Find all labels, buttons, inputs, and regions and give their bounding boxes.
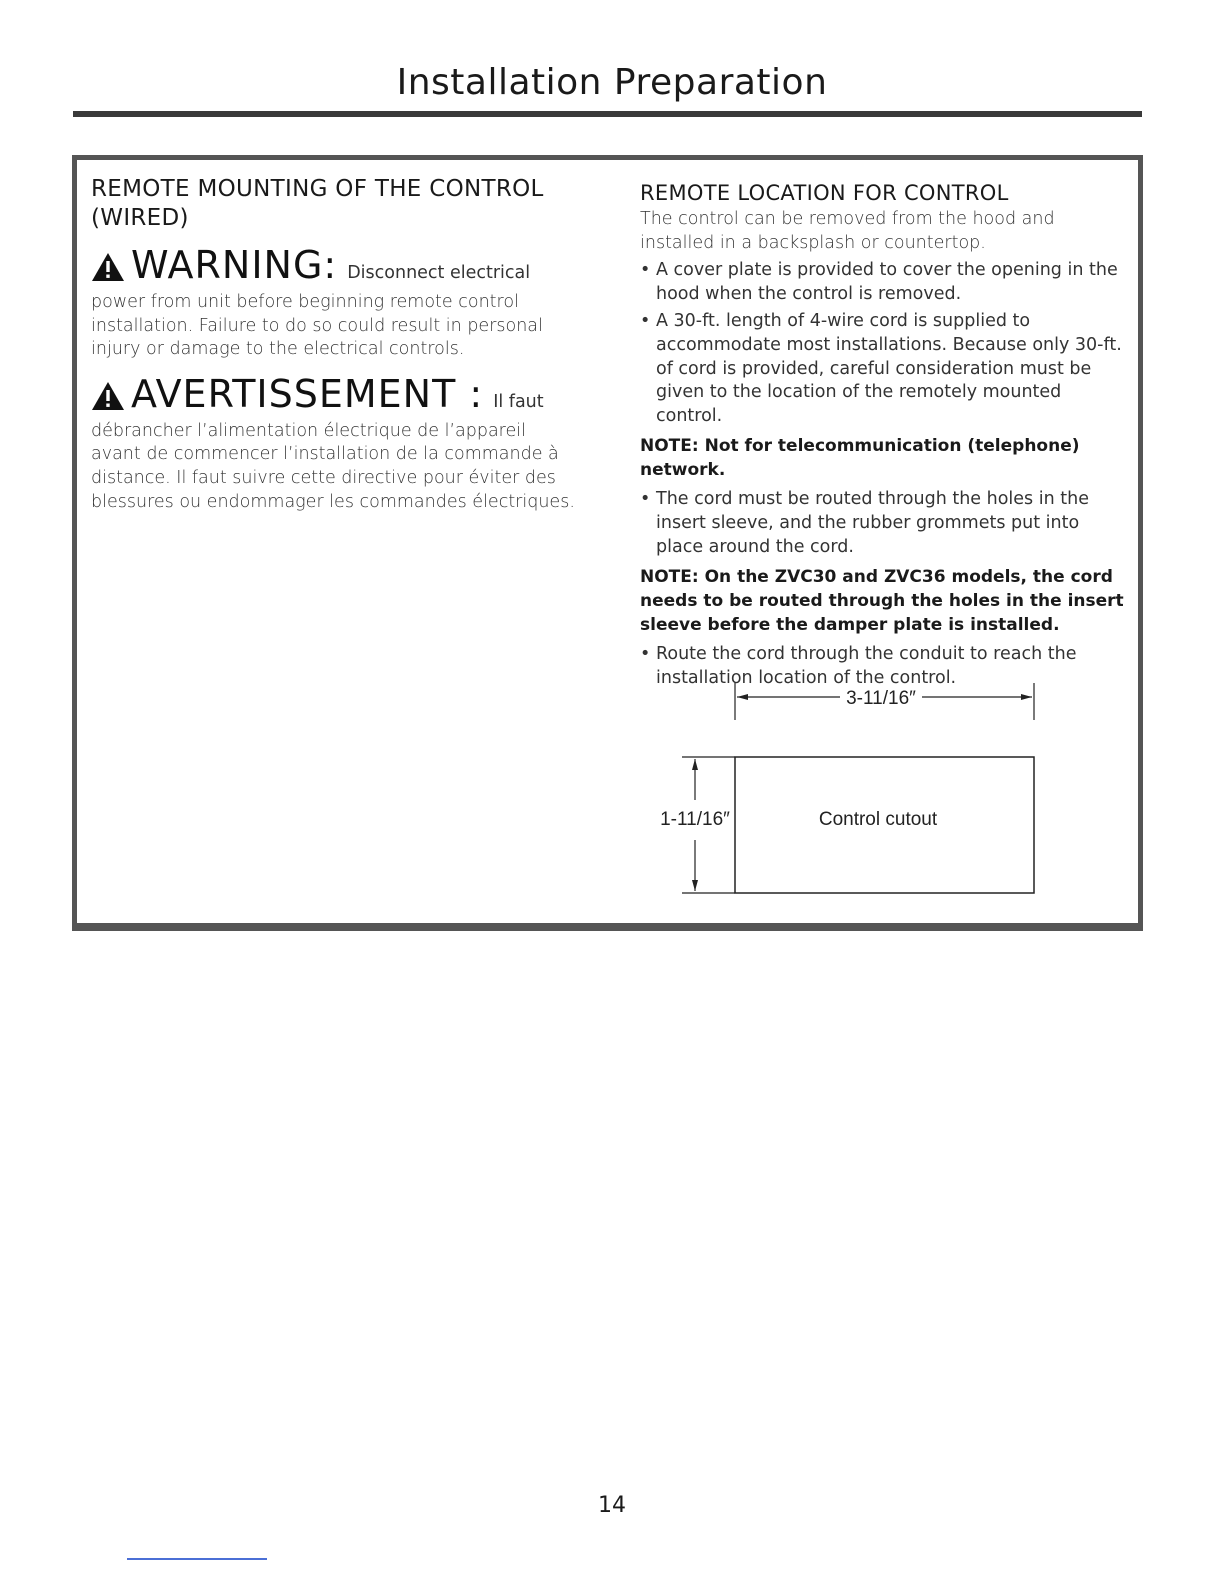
height-label: 1-11/16″ [660, 809, 730, 830]
avertissement-block [91, 371, 581, 514]
right-column [640, 178, 1125, 694]
warning-body: power from unit before beginning remote control installation. Failure to do so could result in personal injury or damage to the electrical controls. [91, 292, 543, 360]
warning-title-line [91, 243, 581, 291]
avertissement-tail: Il faut [493, 391, 544, 412]
list-item: • A cover plate is provided to cover the opening in the hood when the control is removed. [640, 259, 1125, 306]
remote-location-intro: The control can be removed from the hood and installed in a backsplash or countertop. [640, 209, 1055, 253]
avertissement-body: débrancher l’alimentation électrique de l’appareil avant de commencer l’installation de la commande à distance. Il faut suivre cette directive pour éviter des blessures ou endommager les commandes électriques. [91, 420, 575, 512]
width-label: 3-11/16″ [846, 688, 916, 709]
heading-line-1: REMOTE MOUNTING OF THE CONTROL [91, 176, 544, 202]
warning-triangle-icon [91, 381, 125, 411]
width-arrow-left [737, 694, 748, 700]
note-models: NOTE: On the ZVC30 and ZVC36 models, the cord needs to be routed through the holes in the insert sleeve before the damper plate is installed. [640, 567, 1124, 636]
height-arrow-bottom [692, 880, 698, 891]
list-item: • The cord must be routed through the holes in the insert sleeve, and the rubber grommets put into place around the cord. [640, 488, 1125, 559]
warning-triangle-icon [91, 252, 125, 282]
list-item: • Route the cord through the conduit to reach the installation location of the control. [640, 643, 1125, 690]
footer-rule [127, 1558, 267, 1560]
width-arrow-right [1021, 694, 1032, 700]
page-number: 14 [598, 1493, 626, 1518]
warning-word: WARNING: [131, 243, 338, 287]
warning-block [91, 243, 581, 362]
warning-tail: Disconnect electrical [347, 263, 531, 283]
left-column [91, 175, 581, 514]
control-cutout-diagram [640, 680, 1060, 900]
height-arrow-top [692, 759, 698, 770]
heading-line-2: (WIRED) [91, 205, 189, 231]
bullet-list-a [640, 259, 1125, 428]
title-rule [73, 111, 1142, 117]
avertissement-word: AVERTISSEMENT : [131, 371, 484, 416]
list-item: • A 30-ft. length of 4-wire cord is supplied to accommodate most installations. Because only 30-ft. of cord is provided, careful consideration must be given to the location of the remotely mounted control. [640, 310, 1125, 428]
note-telecom: NOTE: Not for telecommunication (telephone) network. [640, 436, 1080, 481]
page-title: Installation Preparation [396, 62, 828, 103]
cutout-label: Control cutout [818, 809, 938, 830]
remote-mounting-heading [91, 175, 581, 233]
bullet-list-b [640, 488, 1125, 559]
remote-location-heading: REMOTE LOCATION FOR CONTROL [640, 181, 1009, 205]
avertissement-title-line [91, 371, 581, 420]
